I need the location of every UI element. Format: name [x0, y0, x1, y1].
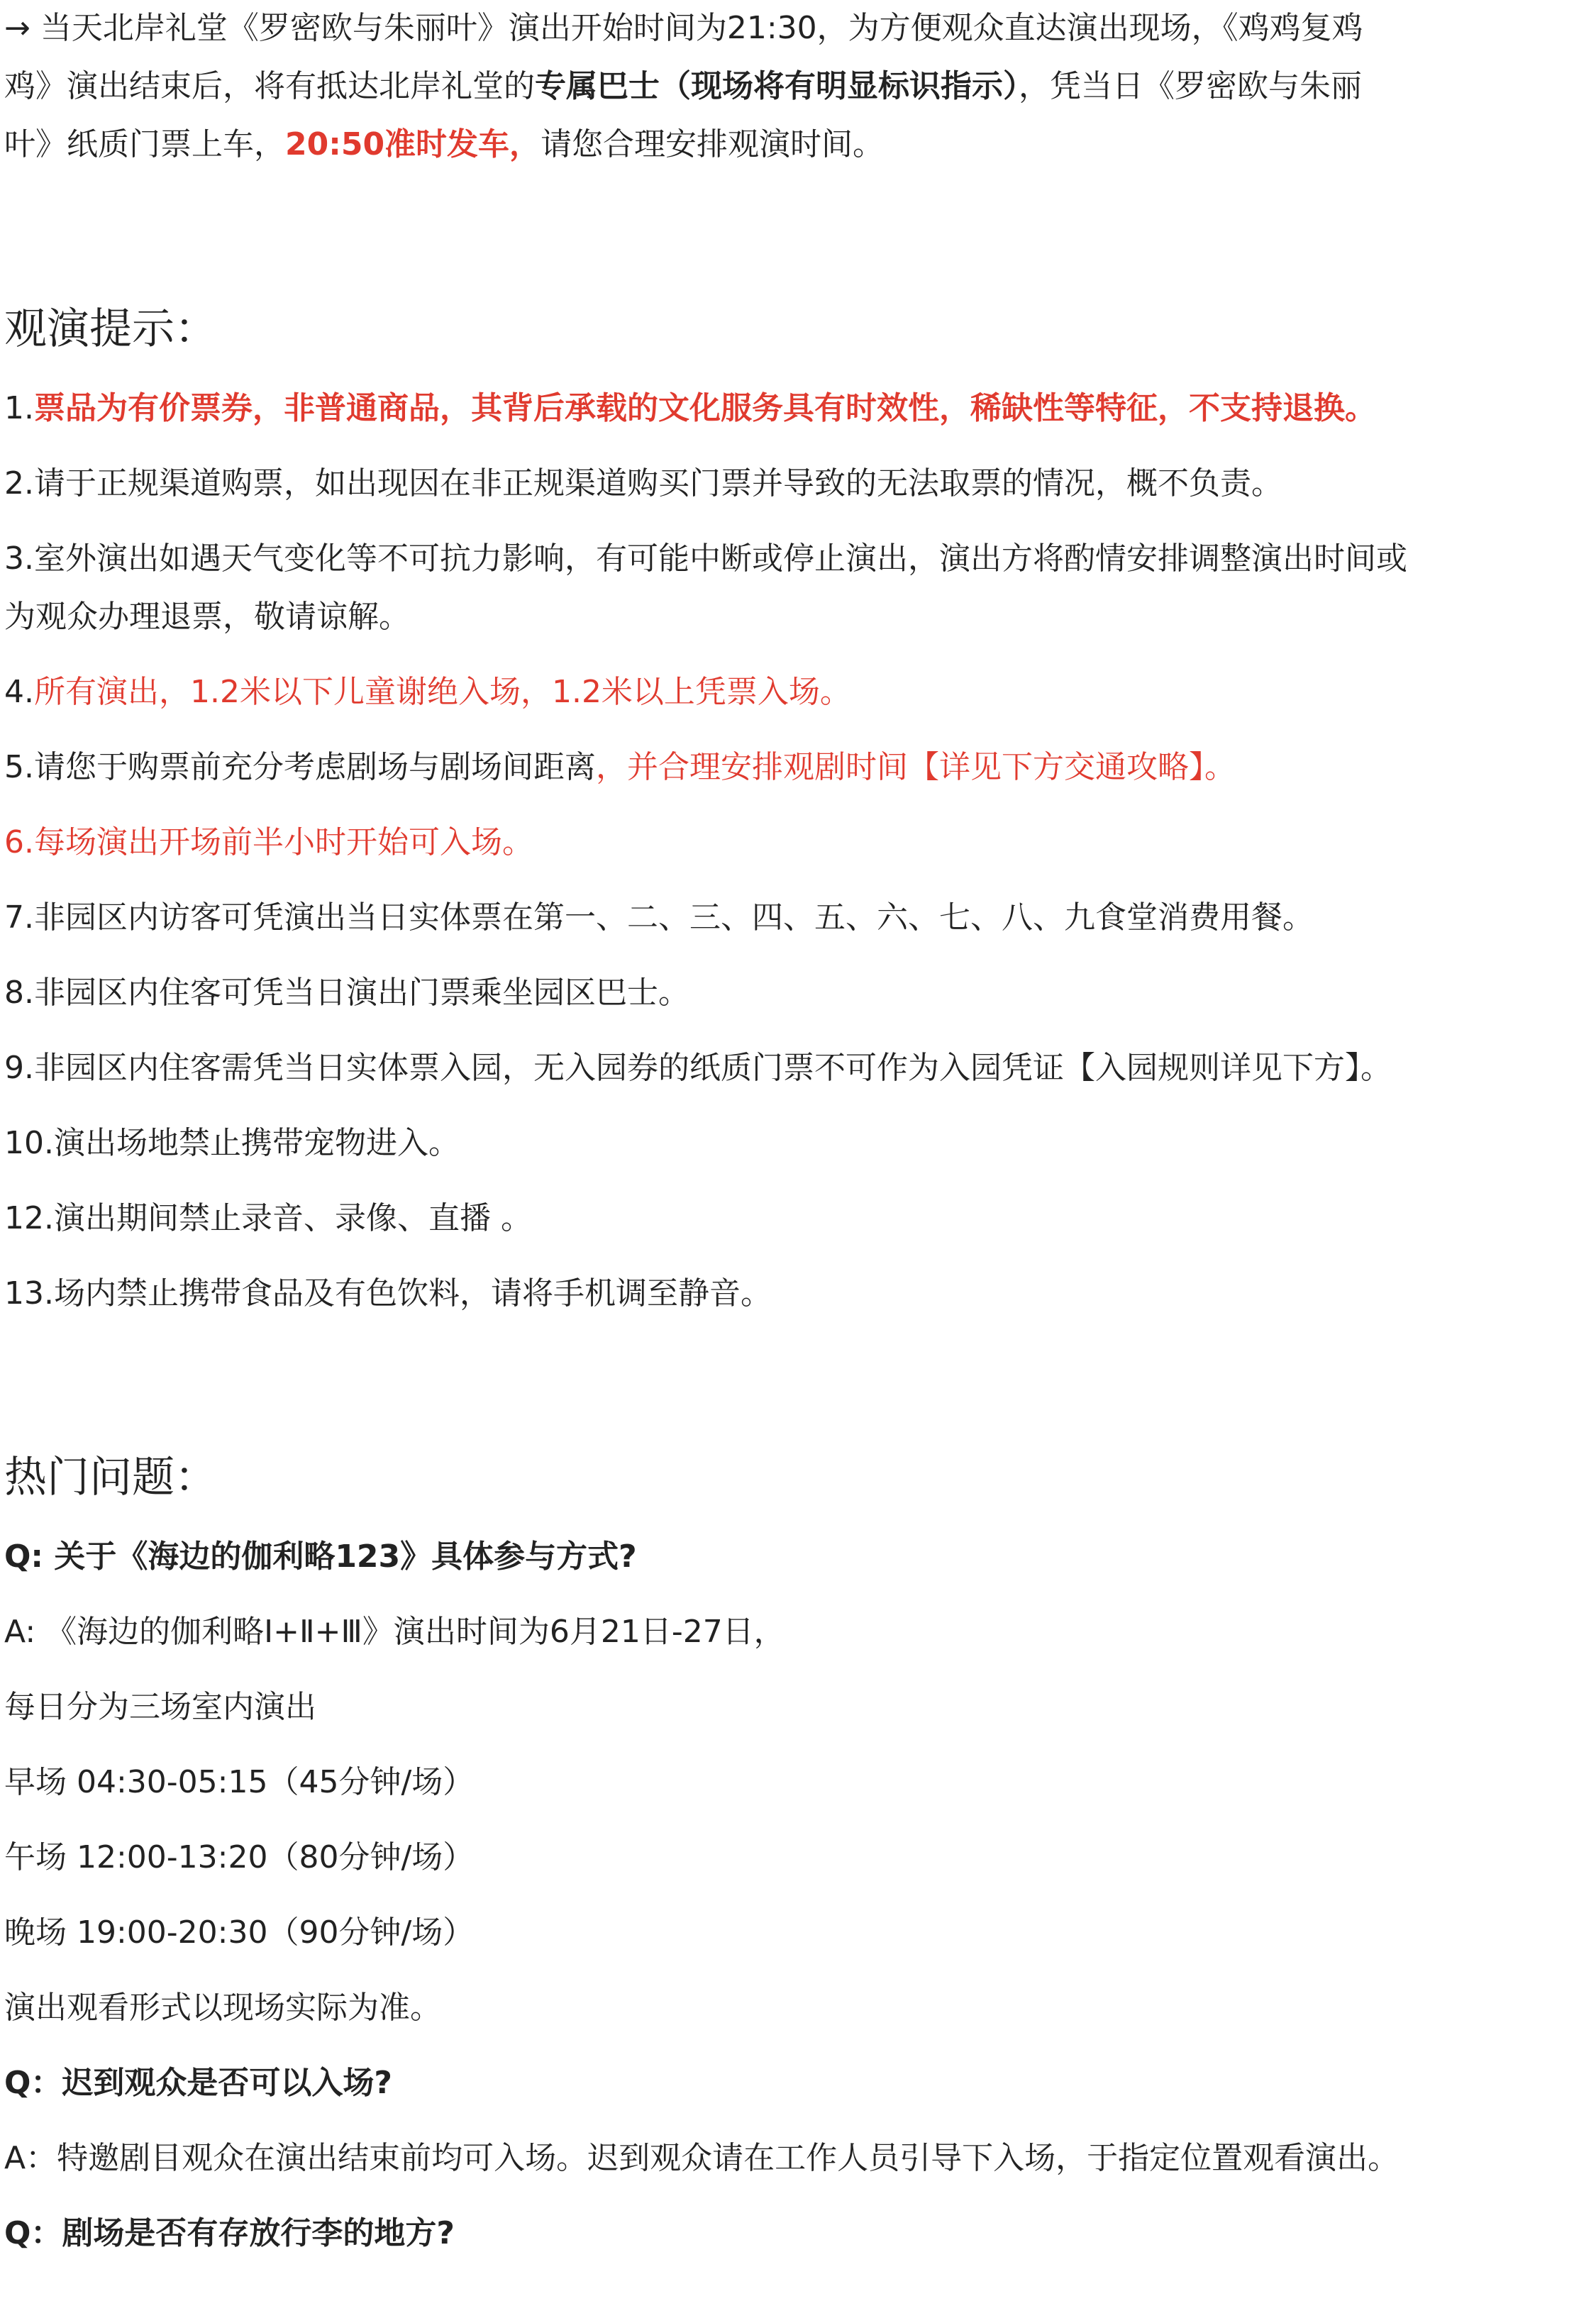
tip-item-6: 6.每场演出开场前半小时开始可入场。 — [4, 824, 533, 860]
tip-item-4 — [4, 663, 1590, 721]
intro-line-1-text: → 当天北岸礼堂《罗密欧与朱丽叶》演出开始时间为21:30，为方便观众直达演出现场，《鸡鸡复鸡 — [4, 10, 1363, 46]
tip-item-5 — [4, 738, 1590, 797]
intro-bus-highlight: 专属巴士（现场将有明显标识指示） — [535, 68, 1019, 104]
faq-answer-1-line-5: 晚场 19:00-20:30（90分钟/场） — [4, 1914, 475, 1951]
tip-item-3-line-2: 为观众办理退票，敬请谅解。 — [4, 599, 410, 635]
faq-answer-1-line-2: 每日分为三场室内演出 — [4, 1689, 316, 1725]
faq-heading: 热门问题： — [4, 1453, 217, 1502]
faq-question-3: Q：剧场是否有存放行李的地方? — [4, 2215, 455, 2251]
tip-item-9: 9.非园区内住客需凭当日实体票入园，无入园券的纸质门票不可作为入园凭证【入园规则详见下方】。 — [4, 1050, 1392, 1086]
tip-item-1-number: 1. — [4, 390, 34, 426]
intro-line-3 — [4, 116, 1590, 174]
tip-item-8: 8.非园区内住客可凭当日演出门票乘坐园区巴士。 — [4, 975, 689, 1011]
intro-departure-time: 20:50准时发车， — [285, 126, 541, 162]
tip-item-4-number: 4. — [4, 674, 34, 710]
tip-item-10: 10.演出场地禁止携带宠物进入。 — [4, 1125, 460, 1161]
tip-item-7: 7.非园区内访客可凭演出当日实体票在第一、二、三、四、五、六、七、八、九食堂消费用餐。 — [4, 899, 1314, 936]
tip-item-5-pre: 5.请您于购票前充分考虑剧场与剧场间距离 — [4, 749, 596, 785]
intro-line-1 — [4, 0, 1590, 57]
faq-question-1: Q: 关于《海边的伽利略123》具体参与方式? — [4, 1538, 637, 1575]
faq-answer-1-line-6: 演出观看形式以现场实际为准。 — [4, 1990, 441, 2026]
faq-answer-1-line-1: A: 《海边的伽利略Ⅰ+Ⅱ+Ⅲ》演出时间为6月21日-27日， — [4, 1614, 785, 1650]
tip-item-4-text: 所有演出，1.2米以下儿童谢绝入场，1.2米以上凭票入场。 — [33, 674, 851, 710]
intro-line-2-pre: 鸡》演出结束后，将有抵达北岸礼堂的 — [4, 68, 535, 104]
tip-item-1-text: 票品为有价票券，非普通商品，其背后承载的文化服务具有时效性，稀缺性等特征，不支持退换。 — [33, 390, 1376, 426]
intro-line-2 — [4, 57, 1590, 116]
tip-item-13: 13.场内禁止携带食品及有色饮料，请将手机调至静音。 — [4, 1275, 772, 1312]
faq-question-2: Q：迟到观众是否可以入场? — [4, 2065, 392, 2101]
intro-line-3-post: 请您合理安排观演时间。 — [541, 126, 885, 162]
tip-item-5-highlight: ，并合理安排观剧时间【详见下方交通攻略】。 — [595, 749, 1236, 785]
intro-line-2-post: ，凭当日《罗密欧与朱丽 — [1019, 68, 1362, 104]
tip-item-1 — [4, 379, 1590, 438]
tips-heading: 观演提示： — [4, 304, 217, 354]
intro-line-3-pre: 叶》纸质门票上车， — [4, 126, 285, 162]
faq-answer-1-line-3: 早场 04:30-05:15（45分钟/场） — [4, 1764, 475, 1800]
tip-item-3-line-1: 3.室外演出如遇天气变化等不可抗力影响，有可能中断或停止演出，演出方将酌情安排调整演出时间或 — [4, 540, 1407, 577]
tip-item-12: 12.演出期间禁止录音、录像、直播 。 — [4, 1200, 532, 1236]
faq-answer-1-line-4: 午场 12:00-13:20（80分钟/场） — [4, 1839, 475, 1875]
tip-item-2: 2.请于正规渠道购票，如出现因在非正规渠道购买门票并导致的无法取票的情况，概不负责。 — [4, 465, 1282, 501]
faq-answer-2: A：特邀剧目观众在演出结束前均可入场。迟到观众请在工作人员引导下入场，于指定位置观看演出。 — [4, 2140, 1400, 2176]
